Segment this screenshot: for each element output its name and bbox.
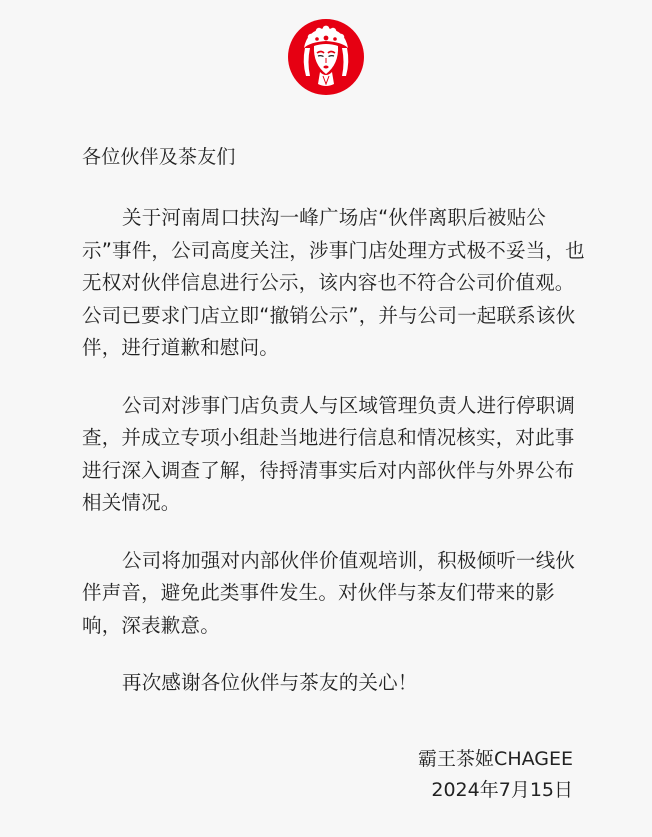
chagee-logo: [287, 18, 365, 96]
opera-face-icon: [287, 18, 365, 96]
letter-paragraph-3: 公司将加强对内部伙伴价值观培训，积极倾听一线伙伴声音，避免此类事件发生。对伙伴与茶友们带来的影响，深表歉意。: [82, 548, 576, 637]
letter-closing: 再次感谢各位伙伴与茶友的关心！: [122, 671, 418, 694]
letter-body: [82, 142, 590, 700]
signature-date: 2024年7月15日: [431, 779, 573, 801]
letter-paragraph-2: 公司对涉事门店负责人与区域管理负责人进行停职调查，并成立专项小组赴当地进行信息和情况核实，对此事进行深入调查了解，待捋清事实后对内部伙伴与外界公布相关情况。: [82, 393, 576, 514]
letter-paragraph-1: 关于河南周口扶沟一峰广场店“伙伴离职后被贴公示”事件，公司高度关注，涉事门店处理方式极不妥当，也无权对伙伴信息进行公示，该内容也不符合公司价值观。公司已要求门店立即“撤销公示”，并与公司一起联系该伙伴，进行道歉和慰问。: [82, 206, 585, 359]
letter-greeting: 各位伙伴及茶友们: [82, 146, 236, 168]
signature-company: 霸王茶姬CHAGEE: [418, 748, 573, 770]
letter-signature: [418, 744, 573, 806]
